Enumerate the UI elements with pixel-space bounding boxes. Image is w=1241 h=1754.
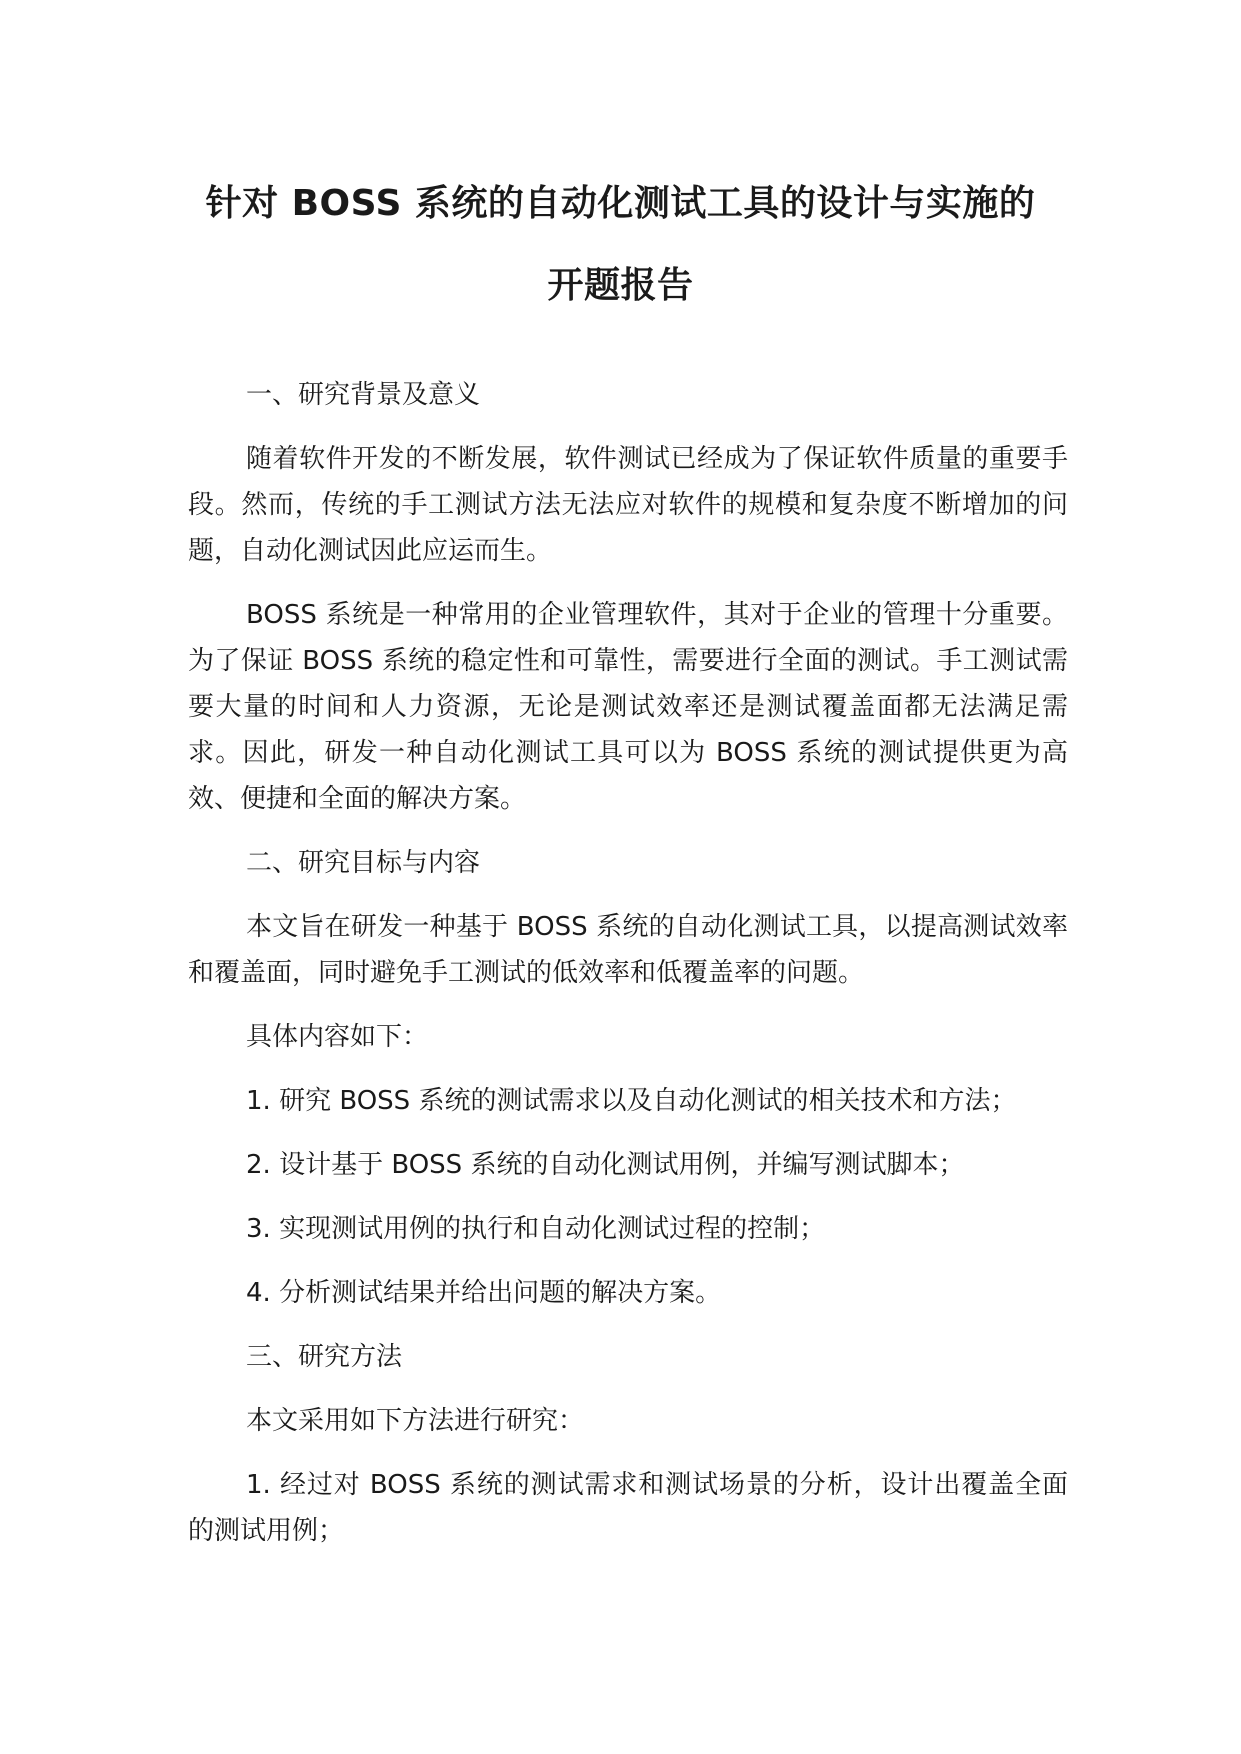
paragraph-goals: 本文旨在研发一种基于 BOSS 系统的自动化测试工具，以提高测试效率和覆盖面，同时避免手工测试的低效率和低覆盖率的问题。: [188, 912, 1068, 988]
list-item-content-1: 1. 研究 BOSS 系统的测试需求以及自动化测试的相关技术和方法；: [246, 1086, 1017, 1116]
document-title-line-1: 针对 BOSS 系统的自动化测试工具的设计与实施的: [205, 183, 1036, 224]
list-item-content-2: 2. 设计基于 BOSS 系统的自动化测试用例，并编写测试脚本；: [246, 1150, 965, 1180]
paragraph-methods-intro: 本文采用如下方法进行研究：: [246, 1406, 585, 1436]
document-body: [188, 372, 1068, 1554]
list-item-content-4: 4. 分析测试结果并给出问题的解决方案。: [246, 1278, 722, 1308]
paragraph-content-intro: 具体内容如下：: [246, 1022, 429, 1052]
paragraph-background-1: 随着软件开发的不断发展，软件测试已经成为了保证软件质量的重要手段。然而，传统的手工测试方法无法应对软件的规模和复杂度不断增加的问题，自动化测试因此应运而生。: [188, 444, 1068, 566]
list-item-methods-1: 1. 经过对 BOSS 系统的测试需求和测试场景的分析，设计出覆盖全面的测试用例；: [188, 1470, 1068, 1546]
document-title-line-2: 开题报告: [547, 265, 694, 306]
section-heading-goals: 二、研究目标与内容: [246, 848, 481, 878]
list-item-content-3: 3. 实现测试用例的执行和自动化测试过程的控制；: [246, 1214, 826, 1244]
section-heading-background: 一、研究背景及意义: [246, 380, 481, 410]
paragraph-background-2: BOSS 系统是一种常用的企业管理软件，其对于企业的管理十分重要。为了保证 BOSS 系统的稳定性和可靠性，需要进行全面的测试。手工测试需要大量的时间和人力资源，无论是测试效率还是测试覆盖面都无法满足需求。因此，研发一种自动化测试工具可以为 BOSS 系统的测试提供更为高效、便捷和全面的解决方案。: [188, 600, 1068, 814]
section-heading-methods: 三、研究方法: [246, 1342, 403, 1372]
